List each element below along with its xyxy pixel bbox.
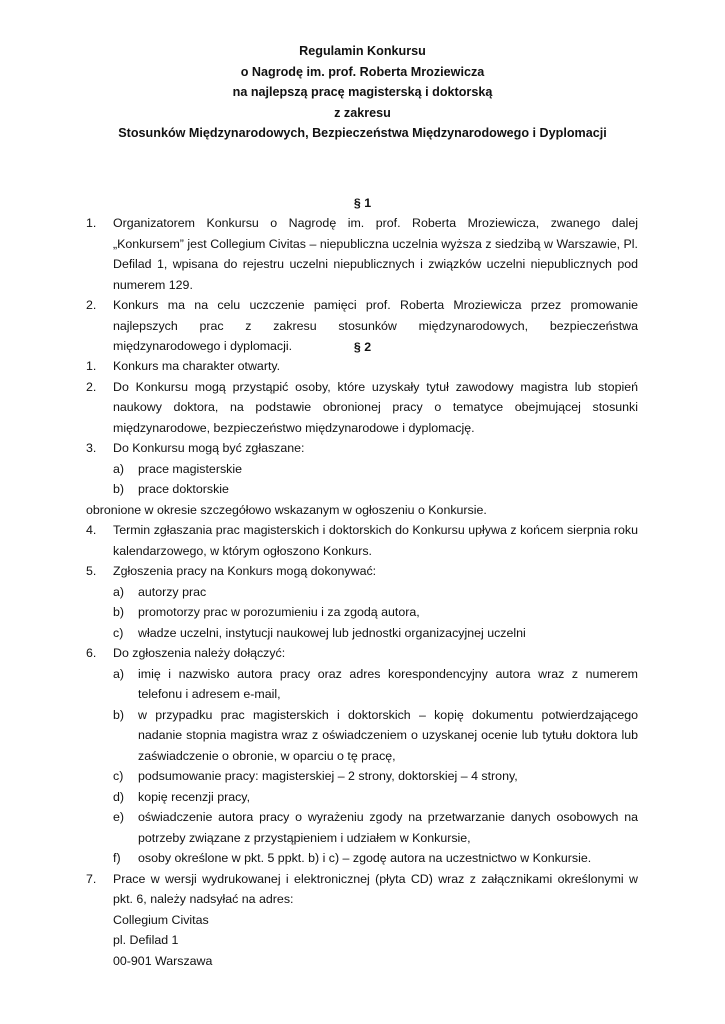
item-number: 5.	[86, 564, 97, 578]
item-number: 2.	[86, 298, 97, 312]
title-line: o Nagrodę im. prof. Roberta Mroziewicza	[240, 64, 485, 79]
address-line: pl. Defilad 1	[113, 933, 179, 947]
title-line: Stosunków Międzynarodowych, Bezpieczeństwa Międzynarodowego i Dyplomacji	[118, 126, 607, 140]
item-text: Zgłoszenia pracy na Konkurs mogą dokonywać:	[113, 564, 377, 578]
sub-item	[0, 705, 638, 767]
section-2-list	[0, 356, 725, 971]
sub-item-label: b)	[113, 605, 125, 619]
item-text: Konkurs ma charakter otwarty.	[113, 359, 281, 373]
address-line: Collegium Civitas	[113, 912, 209, 927]
section-2-heading: § 2	[353, 340, 372, 354]
sub-item-text: podsumowanie pracy: magisterskiej – 2 strony, doktorskiej – 4 strony,	[138, 769, 518, 783]
sub-item	[0, 766, 638, 787]
sub-item-text: osoby określone w pkt. 5 ppkt. b) i c) – zgodę autora na uczestnictwo w Konkursie.	[138, 851, 592, 865]
sub-item-label: f)	[113, 851, 121, 865]
list-item	[0, 377, 638, 439]
sub-item	[0, 807, 638, 848]
sub-item-label: d)	[113, 789, 125, 804]
sub-item-text: promotorzy prac w porozumieniu i za zgodą autora,	[138, 605, 420, 619]
item-continuation: obronione w okresie szczegółowo wskazanym w ogłoszeniu o Konkursie.	[86, 502, 487, 517]
sub-item	[0, 787, 638, 808]
sub-item-label: c)	[113, 769, 124, 783]
item-text: Konkurs ma na celu uczczenie pamięci prof. Roberta Mroziewicza przez promowanie najlepszych prac z zakresu stosunków międzynarodowych, bezpieczeństwa międzynarodowego i dyplomacji.	[113, 298, 638, 353]
item-text: Prace w wersji wydrukowanej i elektronicznej (płyta CD) wraz z załącznikami określonymi w pkt. 6, należy nadsyłać na adres:	[113, 871, 638, 906]
list-item	[0, 213, 638, 295]
sub-item-text: oświadczenie autora pracy o wyrażeniu zgody na przetwarzanie danych osobowych na potrzeby związane z przystąpieniem i udziałem w Konkursie,	[138, 810, 638, 845]
sub-item-label: a)	[113, 666, 125, 681]
item-number: 1.	[86, 359, 97, 373]
sub-item-label: b)	[113, 482, 125, 496]
sub-item	[0, 664, 638, 705]
title-line: z zakresu	[334, 105, 391, 120]
title-line: na najlepszą pracę magisterską i doktorską	[232, 85, 493, 99]
item-text: Do Konkursu mogą przystąpić osoby, które uzyskały tytuł zawodowy magistra lub stopień naukowy doktora, na podstawie obronionej pracy o tematyce obejmującej stosunki międzynarodowe, bezpieczeństwo międzynarodowe i dyplomację.	[113, 379, 638, 435]
sub-item	[0, 582, 638, 603]
list-item	[0, 438, 638, 459]
sub-item-text: prace doktorskie	[138, 482, 229, 496]
sub-item-text: autorzy prac	[138, 584, 207, 599]
list-item	[0, 356, 638, 377]
section-1-list	[0, 213, 725, 357]
item-text: Do Konkursu mogą być zgłaszane:	[113, 441, 305, 455]
sub-item-text: imię i nazwisko autora pracy oraz adres korespondencyjny autora wraz z numerem telefonu i adresem e-mail,	[138, 666, 638, 701]
item-number: 6.	[86, 646, 97, 660]
sub-item-text: władze uczelni, instytucji naukowej lub jednostki organizacyjnej uczelni	[138, 625, 526, 640]
sub-item	[0, 459, 638, 480]
sub-item-label: a)	[113, 584, 125, 599]
title-line: Regulamin Konkursu	[299, 44, 426, 58]
list-item	[0, 869, 638, 910]
sub-item-label: c)	[113, 625, 124, 640]
item-number: 3.	[86, 441, 97, 455]
section-1-heading: § 1	[353, 196, 372, 210]
item-number: 1.	[86, 216, 97, 230]
item-text: Termin zgłaszania prac magisterskich i doktorskich do Konkursu upływa z końcem sierpnia roku kalendarzowego, w którym ogłoszono Konkurs.	[113, 523, 638, 558]
sub-item	[0, 479, 638, 500]
document-title	[0, 41, 725, 144]
sub-item-text: w przypadku prac magisterskich i doktorskich – kopię dokumentu potwierdzającego nadanie stopnia magistra wraz z oświadczeniem o uzyskanej ocenie lub tytułu doktora lub zaświadczenie o obronie, w oparciu o tę pracę,	[138, 707, 638, 763]
sub-item-label: e)	[113, 810, 125, 824]
item-text: Do zgłoszenia należy dołączyć:	[113, 646, 286, 660]
list-item	[0, 520, 638, 561]
item-number: 4.	[86, 523, 97, 537]
item-number: 2.	[86, 379, 97, 394]
list-item	[0, 643, 638, 664]
address-line: 00-901 Warszawa	[113, 953, 213, 968]
list-item	[0, 561, 638, 582]
item-text: Organizatorem Konkursu o Nagrodę im. prof. Roberta Mroziewicza, zwanego dalej „Konkursem” jest Collegium Civitas – niepubliczna uczelnia wyższa z siedzibą w Warszawie, Pl. Defilad 1, wpisana do rejestru uczelni niepublicznych i związków uczelni niepublicznych pod numerem 129.	[113, 216, 638, 292]
sub-item	[0, 848, 638, 869]
sub-item-label: b)	[113, 707, 125, 722]
sub-item	[0, 602, 638, 623]
item-number: 7.	[86, 871, 97, 886]
sub-item	[0, 623, 638, 644]
sub-item-text: kopię recenzji pracy,	[138, 789, 251, 804]
sub-item-label: a)	[113, 461, 125, 476]
sub-item-text: prace magisterskie	[138, 461, 242, 476]
